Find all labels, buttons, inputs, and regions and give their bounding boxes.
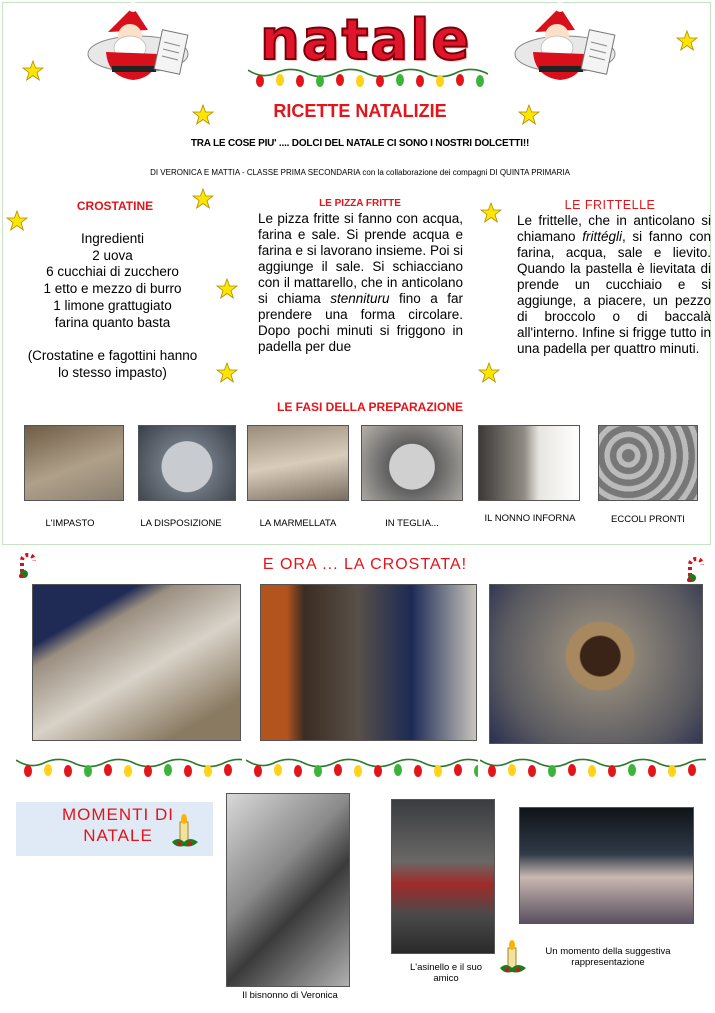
caption-disposizione: LA DISPOSIZIONE	[140, 518, 222, 529]
caption-asinello: L'asinello e il suo amico	[409, 962, 483, 984]
photo-asinello	[391, 799, 495, 954]
candycane-icon	[684, 556, 714, 586]
ingredient-line	[15, 331, 210, 348]
ingredient-line: 1 limone grattugiato	[53, 297, 172, 313]
intro-text: TRA LE COSE PIU' .... DOLCI DEL NATALE CI SONO I NOSTRI DOLCETTI!!	[190, 138, 530, 149]
photo-nonno-inforna	[478, 425, 580, 501]
lights-row	[480, 756, 706, 780]
star-icon	[216, 278, 238, 300]
photo-disposizione	[138, 425, 236, 501]
caption-in-teglia: IN TEGLIA...	[385, 518, 439, 529]
page-title: natale	[260, 8, 472, 73]
caption-impasto: L'IMPASTO	[45, 518, 95, 529]
fasi-heading: LE FASI DELLA PREPARAZIONE	[276, 400, 463, 414]
star-icon	[192, 188, 214, 210]
photo-eccoli-pronti	[598, 425, 698, 501]
crostata-heading: E ORA ... LA CROSTATA!	[262, 556, 468, 573]
lights-row	[16, 756, 242, 780]
star-icon	[480, 202, 502, 224]
star-icon	[6, 210, 28, 232]
star-icon	[676, 30, 698, 52]
frittelle-text: Le frittelle, che in anticolano si chiamano frittégli, si fanno con farina, acqua, sale e lievito. Quando la pastella è lievitata di prende un cucchiaio e si aggiunge, a piacere, un pezzo di broccolo o di baccalà all'interno. Infine si frigge tutto in una padella per quattro minuti.	[517, 213, 711, 356]
ingredient-line: 2 uova	[92, 247, 133, 263]
candle-icon	[172, 812, 202, 852]
caption-rappresentazione: Un momento della suggestiva rappresentazione	[545, 946, 671, 968]
caption-eccoli-pronti: ECCOLI PRONTI	[611, 514, 685, 525]
crostatine-heading: CROSTATINE	[76, 199, 154, 213]
photo-impasto	[24, 425, 124, 501]
ingredient-line: farina quanto basta	[54, 314, 171, 330]
ingredient-line: Ingredienti	[80, 231, 145, 246]
candle-icon	[500, 938, 530, 978]
crostatine-ingredients	[15, 231, 210, 381]
photo-crostata-2	[260, 584, 477, 741]
lights-row	[246, 756, 478, 780]
star-icon	[216, 362, 238, 384]
photo-in-teglia	[361, 425, 463, 501]
photo-marmellata	[247, 425, 349, 501]
lights-under-title	[248, 66, 490, 90]
star-icon	[478, 362, 500, 384]
ingredient-line: (Crostatine e fagottini hanno	[27, 347, 198, 363]
caption-bisnonno: Il bisnonno di Veronica	[242, 990, 338, 1001]
pizza-heading: LE PIZZA FRITTE	[319, 198, 401, 209]
photo-bisnonno	[226, 793, 350, 987]
photo-crostata-1	[32, 584, 241, 741]
candycane-icon	[16, 552, 46, 582]
momenti-heading: MOMENTI DI NATALE	[62, 805, 174, 845]
caption-nonno-inforna: IL NONNO INFORNA	[484, 513, 576, 524]
caption-marmellata: LA MARMELLATA	[259, 518, 337, 529]
ingredient-line: 6 cucchiai di zucchero	[46, 264, 179, 280]
ingredient-line: 1 etto e mezzo di burro	[43, 281, 182, 297]
ingredient-line: lo stesso impasto)	[58, 364, 167, 380]
frittelle-heading: LE FRITTELLE	[564, 198, 656, 212]
authors-text: DI VERONICA E MATTIA - CLASSE PRIMA SECONDARIA con la collaborazione dei compagni DI QUINTA PRIMARIA	[150, 168, 570, 177]
pizza-text: Le pizza fritte si fanno con acqua, farina e sale. Si prende acqua e farina e si lavorano insieme. Poi si aggiunge il sale. Si schiacciano con il mattarello, che in anticolano si chiama stennituru fino a far prendere una forma circolare. Dopo pochi minuti si friggono in padella per due	[258, 211, 463, 354]
star-icon	[22, 60, 44, 82]
santa-left-image	[78, 2, 213, 92]
subtitle: RICETTE NATALIZIE	[273, 101, 447, 121]
photo-rappresentazione	[519, 807, 694, 924]
photo-crostata-3	[489, 584, 703, 744]
santa-right-image	[505, 2, 640, 92]
